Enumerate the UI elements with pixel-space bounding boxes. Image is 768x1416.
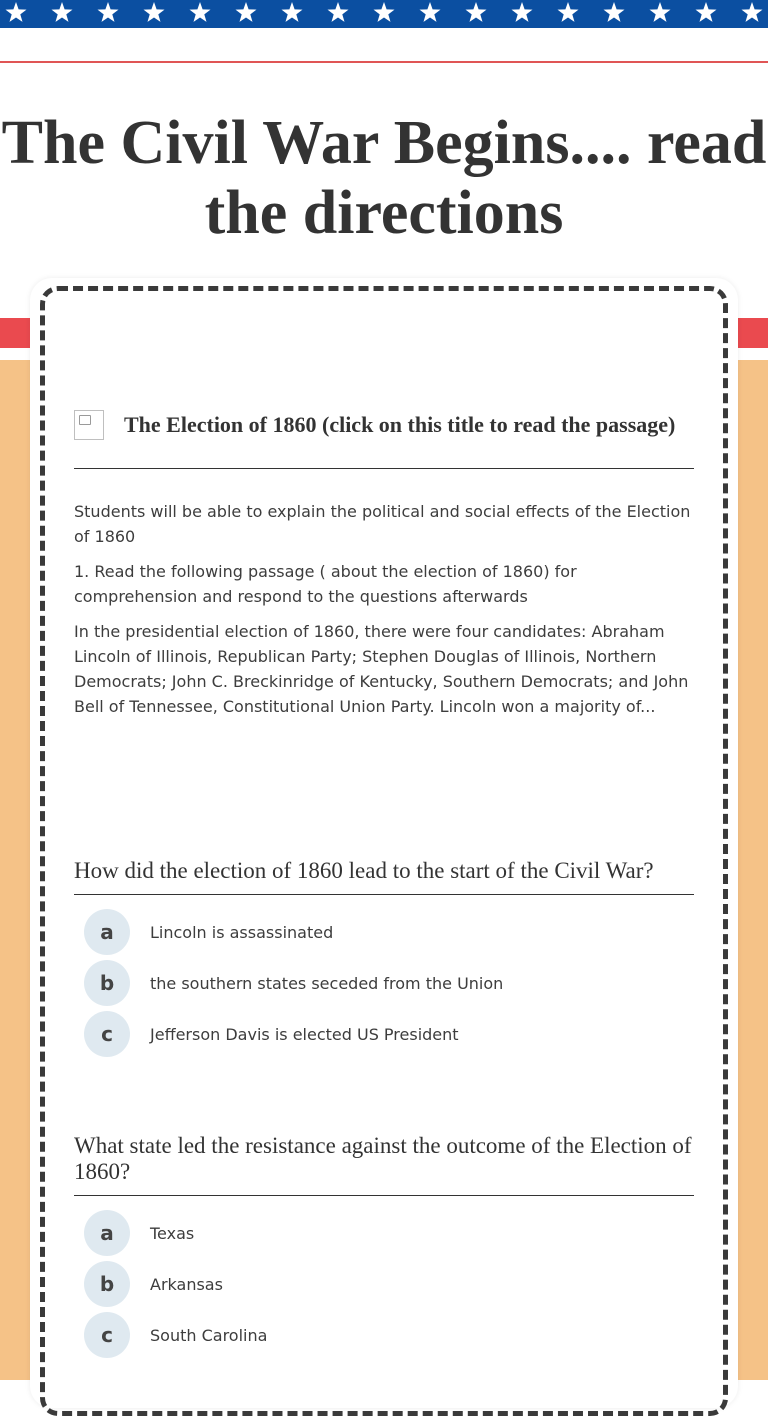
star-icon: [696, 2, 717, 22]
broken-image-icon: [74, 410, 104, 440]
star-banner: [0, 0, 768, 28]
answer-option-a[interactable]: [74, 909, 694, 955]
page-title: The Civil War Begins.... read the directions: [1, 109, 767, 247]
option-label: South Carolina: [150, 1325, 268, 1345]
passage-title-link[interactable]: The Election of 1860 (click on this title to read the passage): [124, 412, 676, 437]
star-icon: [282, 2, 303, 22]
star-icon: [6, 2, 27, 22]
answer-option-a[interactable]: [74, 1210, 694, 1256]
answer-options: [74, 1210, 694, 1358]
option-letter-badge: b: [84, 1261, 130, 1307]
question-text: How did the election of 1860 lead to the start of the Civil War?: [74, 858, 694, 895]
star-icon: [98, 2, 119, 22]
answer-option-c[interactable]: [74, 1011, 694, 1057]
star-icon: [328, 2, 349, 22]
option-label: Lincoln is assassinated: [150, 922, 334, 942]
star-icon: [512, 2, 533, 22]
answer-option-c[interactable]: [74, 1312, 694, 1358]
passage-excerpt: In the presidential election of 1860, there were four candidates: Abraham Lincoln of Illinois, Republican Party; Stephen Douglas of Illinois, Northern Democrats; John C. Breckinridge of Kentucky, Southern Democrats; and John Bell of Tennessee, Constitutional Union Party. Lincoln won a majority of...: [74, 622, 689, 716]
option-label: Jefferson Davis is elected US President: [150, 1024, 459, 1044]
answer-options: [74, 909, 694, 1057]
answer-option-b[interactable]: [74, 960, 694, 1006]
star-icon: [558, 2, 579, 22]
question-2: [74, 1133, 694, 1363]
star-icon: [236, 2, 257, 22]
instruction-text: 1. Read the following passage ( about the election of 1860) for comprehension and respond to the questions afterwards: [74, 562, 577, 606]
star-icon: [144, 2, 165, 22]
option-label: Texas: [150, 1223, 195, 1243]
star-icon: [190, 2, 211, 22]
option-letter-badge: b: [84, 960, 130, 1006]
star-icon: [466, 2, 487, 22]
star-row: [0, 0, 768, 28]
star-icon: [742, 2, 763, 22]
passage-header: [74, 410, 694, 469]
question-text: What state led the resistance against the outcome of the Election of 1860?: [74, 1133, 694, 1196]
objective-text: Students will be able to explain the political and social effects of the Election of 1860: [74, 502, 691, 546]
star-icon: [374, 2, 395, 22]
star-icon: [420, 2, 441, 22]
option-letter-badge: c: [84, 1312, 130, 1358]
option-letter-badge: a: [84, 909, 130, 955]
question-1: [74, 858, 694, 1062]
passage-section: [74, 410, 694, 719]
option-letter-badge: c: [84, 1011, 130, 1057]
star-icon: [604, 2, 625, 22]
star-icon: [52, 2, 73, 22]
option-label: the southern states seceded from the Union: [150, 973, 504, 993]
star-icon: [650, 2, 671, 22]
option-label: Arkansas: [150, 1274, 223, 1294]
answer-option-b[interactable]: [74, 1261, 694, 1307]
option-letter-badge: a: [84, 1210, 130, 1256]
header-divider: [0, 61, 768, 63]
